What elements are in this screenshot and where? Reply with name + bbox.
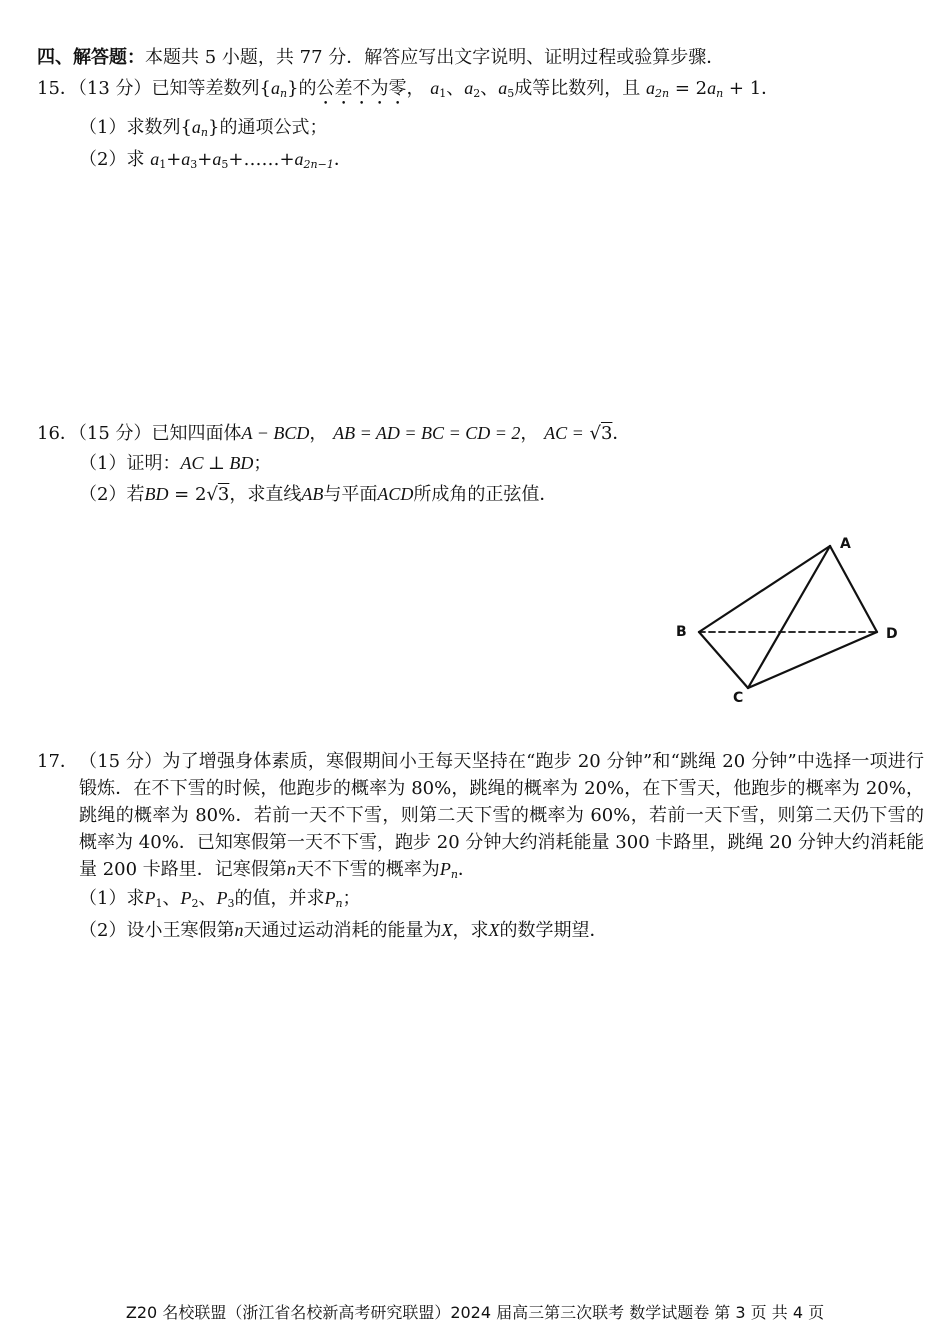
label-c: C bbox=[733, 690, 744, 706]
section-intro: 本题共 5 小题，共 77 分．解答应写出文字说明、证明过程或验算步骤． bbox=[145, 47, 725, 68]
label-d: D bbox=[886, 626, 898, 642]
q16-number: 16． bbox=[37, 423, 78, 444]
page-footer: Z20 名校联盟（浙江省名校新高考研究联盟）2024 届高三第三次联考 数学试题卷 第 3 页 共 4 页 bbox=[125, 1303, 825, 1322]
q15-points: （13 分） bbox=[77, 78, 152, 99]
label-a: A bbox=[840, 536, 851, 552]
q16-part1: （1）证明：AC ⊥ BD； bbox=[79, 453, 272, 474]
q15-part1: （1）求数列$\{a_n\}$的通项公式； bbox=[79, 117, 328, 139]
q16-points: （15 分） bbox=[77, 423, 152, 444]
edge-bc bbox=[699, 632, 748, 688]
q17-body: （15 分）为了增强身体素质，寒假期间小王每天坚持在“跑步 20 分钟”和“跳绳 20 分钟”中选择一项进行锻炼．在不下雪的时候，他跑步的概率为 80%，跳绳的概率为 20%，在下雪天，他跑步的概率为 20%，跳绳的概率为 80%．若前一天不下雪，则第二天下雪的概率为 60%，若前一天下雪，则第二天仍下雪的概率为 40%．已知寒假第一天不下雪，跑步 20 分钟大约消耗能量 300 卡路里，跳绳 20 分钟大约消耗能量 200 卡路里．记寒假第n天不下雪的概率为$P_n$． bbox=[79, 751, 924, 881]
edge-ac bbox=[748, 546, 830, 688]
edge-ab bbox=[699, 546, 830, 632]
q15-part2: （2）求 $a1+a3+a5+\dots\dots+a_{2n-1}$． bbox=[79, 149, 352, 171]
q17-number: 17． bbox=[37, 751, 78, 772]
q15-number: 15． bbox=[37, 78, 78, 99]
edge-cd bbox=[748, 632, 877, 688]
q17-points: （15 分） bbox=[79, 751, 163, 772]
section-title: 四、解答题： bbox=[37, 47, 145, 68]
edge-ad bbox=[830, 546, 877, 632]
section-heading bbox=[37, 46, 724, 70]
q17-part2: （2）设小王寒假第n天通过运动消耗的能量为X，求X的数学期望． bbox=[79, 920, 608, 941]
q16-part2: （2）若BD = 2√3，求直线AB与平面ACD所成角的正弦值． bbox=[79, 484, 558, 505]
q15-stem: 15．（13 分）已知等差数列$\{a_n\}$的公差不为零， a1、a2、a5成等比数列，且 $a_{2n} = 2a_n + 1$． bbox=[37, 78, 780, 100]
q17-part1: （1）求P1、P2、P3的值，并求$P_n$； bbox=[79, 888, 361, 910]
q16-stem: 16．（15 分）已知四面体A − BCD， AB = AD = BC = CD = 2， AC = √3． bbox=[37, 423, 631, 444]
tetrahedron-figure bbox=[670, 530, 910, 710]
q15-emphasis: 公差不为零 bbox=[316, 78, 407, 99]
label-b: B bbox=[676, 624, 687, 640]
